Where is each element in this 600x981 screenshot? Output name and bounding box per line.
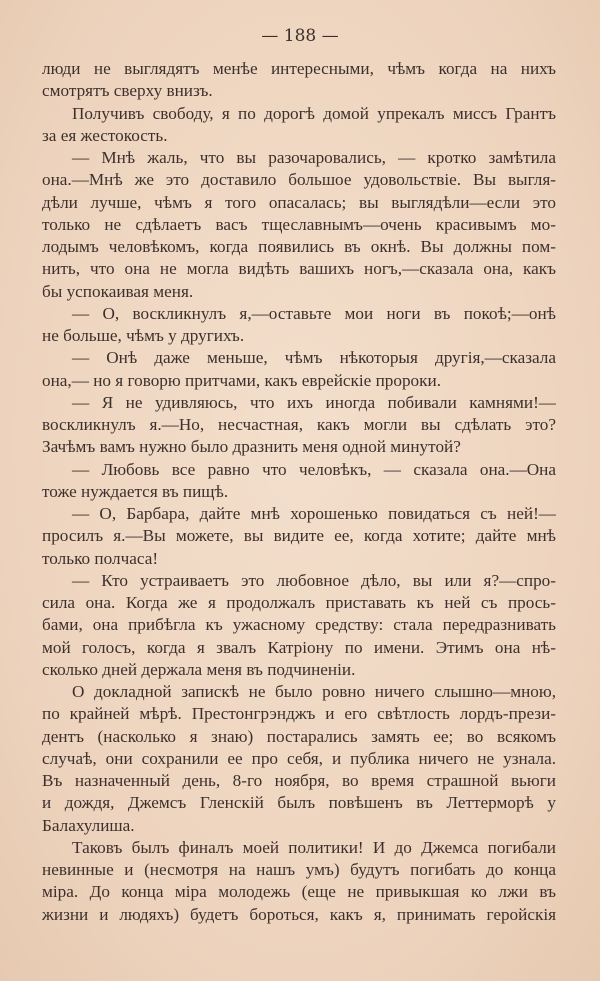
text-line: она.—Мнѣ же это доставило большое удовольствіе. Вы выгля- bbox=[42, 170, 556, 190]
text-line: дѣли лучше, чѣмъ я того опасалась; вы выглядѣли—если это bbox=[42, 192, 556, 212]
text-line: люди не выглядятъ менѣе интересными, чѣмъ когда на нихъ bbox=[42, 59, 556, 78]
text-line: сила она. Когда же я продолжалъ приставать къ ней съ прось- bbox=[42, 593, 556, 612]
text-line: бами, она прибѣгла къ ужасному средству: стала передразнивать bbox=[42, 615, 556, 635]
text-line: Получивъ свободу, я по дорогѣ домой упрекалъ миссъ Грантъ bbox=[72, 103, 556, 123]
text-line: жизни и людяхъ) будетъ бороться, какъ я, принимать геройскія bbox=[42, 904, 556, 924]
text-line: Въ назначенный день, 8-го ноября, во время страшной вьюги bbox=[42, 771, 556, 790]
body-text bbox=[42, 58, 556, 926]
text-line: воскликнулъ я.—Но, несчастная, какъ могли вы сдѣлать это? bbox=[42, 415, 556, 434]
text-line: О докладной запискѣ не было ровно ничего слышно—мною, bbox=[72, 682, 556, 701]
text-line: — О, Барбара, дайте мнѣ хорошенько повидаться съ ней!— bbox=[72, 504, 556, 523]
text-line: — О, воскликнулъ я,—оставьте мои ноги въ покоѣ;—онѣ bbox=[72, 303, 556, 323]
text-line: сколько дней держала меня въ подчиненіи. bbox=[42, 659, 356, 679]
text-line: мой голосъ, когда я звалъ Катріону по имени. Этимъ она нѣ- bbox=[42, 637, 556, 657]
text-line: случаѣ, они сохранили ее про себя, и публика ничего не узнала. bbox=[42, 748, 556, 768]
text-line: Таковъ былъ финалъ моей политики! И до Джемса погибали bbox=[72, 837, 556, 857]
text-line: за ея жестокость. bbox=[42, 125, 168, 145]
text-line: и дождя, Джемсъ Гленскій былъ повѣшенъ въ Леттерморѣ у bbox=[42, 793, 556, 813]
text-line: лодымъ человѣкомъ, когда появились въ окнѣ. Вы должны пом- bbox=[42, 237, 556, 256]
text-line: дентъ (насколько я знаю) постарались замять ее; во всякомъ bbox=[42, 726, 556, 746]
text-line: только не сдѣлаетъ васъ тщеславнымъ—очень красивымъ мо- bbox=[42, 214, 556, 234]
text-line: нить, что она не могла видѣть вашихъ ногъ,—сказала она, какъ bbox=[42, 259, 556, 279]
text-line: тоже нуждается въ пищѣ. bbox=[42, 481, 229, 501]
text-line: смотрятъ сверху внизъ. bbox=[42, 81, 213, 101]
text-line: Балахулиша. bbox=[42, 815, 135, 835]
text-line: только полчаса! bbox=[42, 548, 159, 568]
text-line: міра. До конца міра молодежь (еще не привыкшая ко лжи въ bbox=[42, 882, 556, 902]
text-line: просилъ я.—Вы можете, вы видите ее, когда хотите; дайте мнѣ bbox=[42, 526, 556, 546]
text-line: она,— но я говорю притчами, какъ еврейскіе пророки. bbox=[42, 370, 441, 390]
text-line: по крайней мѣрѣ. Престонгрэнджъ и его свѣтлость лордъ-прези- bbox=[42, 704, 556, 724]
text-line: — Онѣ даже меньше, чѣмъ нѣкоторыя другія,—сказала bbox=[72, 348, 556, 368]
text-line: не больше, чѣмъ у другихъ. bbox=[42, 326, 245, 345]
page-number: — 188 — bbox=[261, 26, 339, 46]
text-line: — Кто устраиваетъ это любовное дѣло, вы или я?—спро- bbox=[72, 570, 556, 590]
text-line: — Любовь все равно что человѣкъ, — сказала она.—Она bbox=[72, 459, 556, 479]
text-line: — Мнѣ жаль, что вы разочаровались, — кротко замѣтила bbox=[72, 148, 556, 167]
text-line: Зачѣмъ вамъ нужно было дразнить меня одной минутой? bbox=[42, 437, 461, 457]
text-line: невинные и (несмотря на нашъ умъ) будутъ погибать до конца bbox=[42, 860, 556, 879]
text-line: — Я не удивляюсь, что ихъ иногда побивали камнями!— bbox=[72, 392, 556, 412]
text-line: бы успокаивая меня. bbox=[42, 281, 194, 301]
